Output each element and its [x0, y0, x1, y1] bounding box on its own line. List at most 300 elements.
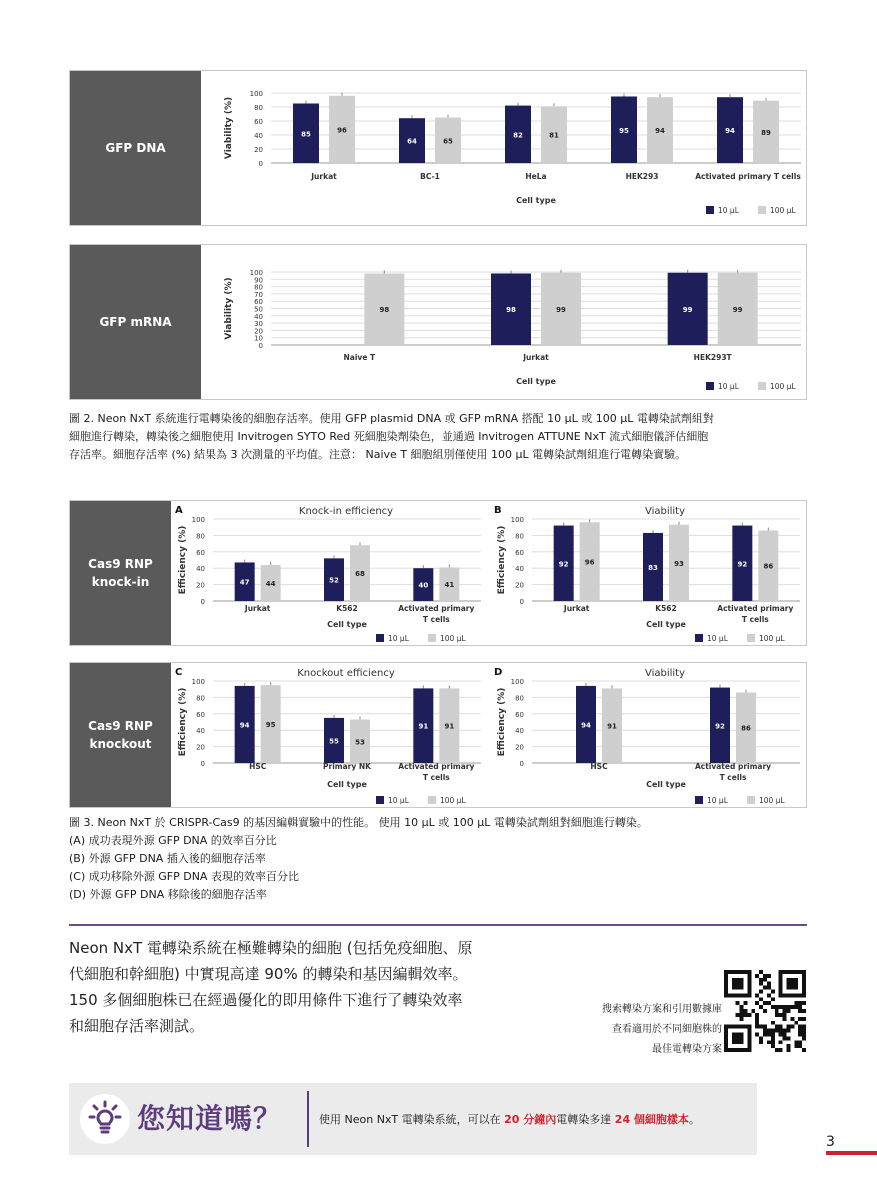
- category-label: Activated primary T cells: [695, 172, 801, 181]
- qr-module: [775, 1048, 779, 1052]
- category-label: HEK293: [625, 172, 659, 181]
- category-label: T cells: [422, 773, 450, 782]
- qr-module: [767, 986, 771, 990]
- y-tick-label: 80: [515, 694, 524, 703]
- page-number: 3: [826, 1134, 835, 1150]
- promo-line: Neon NxT 電轉染系統在極難轉染的細胞 (包括免疫細胞、原: [69, 939, 473, 957]
- qr-module: [740, 1005, 744, 1009]
- qr-module: [783, 1009, 787, 1013]
- qr-module: [798, 1005, 802, 1009]
- y-tick-label: 100: [249, 90, 263, 98]
- qr-module: [802, 1009, 806, 1013]
- qr-module: [794, 1044, 798, 1048]
- category-label: T cells: [719, 773, 747, 782]
- y-tick-label: 10: [254, 334, 263, 343]
- data-label: 99: [682, 305, 693, 314]
- qr-module: [736, 1013, 740, 1017]
- data-label: 94: [581, 721, 591, 730]
- data-label: 82: [513, 131, 523, 140]
- caption-line: 細胞進行轉染，轉染後之細胞使用 Invitrogen SYTO Red 死細胞染劑染色，並通過 Invitrogen ATTUNE NxT 流式細胞儀評估細胞: [69, 430, 709, 443]
- qr-module: [740, 1017, 744, 1021]
- banner-highlight-time: 20 分鐘內: [504, 1113, 557, 1126]
- data-label: 89: [761, 128, 771, 137]
- qr-module: [783, 1013, 787, 1017]
- qr-module: [775, 1029, 779, 1033]
- y-tick-label: 0: [200, 598, 205, 606]
- legend-swatch-100ul: [758, 206, 766, 214]
- y-axis-label: Efficiency (%): [497, 687, 507, 757]
- qr-module: [779, 1025, 783, 1029]
- qr-module: [779, 1029, 783, 1033]
- cas9-knockin-panel: [69, 500, 807, 646]
- qr-module: [779, 1005, 783, 1009]
- data-label: 52: [329, 576, 339, 585]
- qr-module: [763, 978, 767, 982]
- y-axis-label: Efficiency (%): [497, 525, 507, 595]
- caption-item: (D) 外源 GFP DNA 移除後的細胞存活率: [69, 888, 267, 901]
- chart-gfp-mrna: [201, 245, 807, 399]
- qr-module: [783, 1036, 787, 1040]
- panel-label-gfp-dna: GFP DNA: [70, 71, 201, 225]
- cas9-knockout-panel: [69, 662, 807, 808]
- qr-module: [763, 986, 767, 990]
- y-tick-label: 40: [254, 312, 263, 321]
- qr-description: [602, 1000, 722, 1060]
- qr-module: [794, 1005, 798, 1009]
- qr-module: [798, 1017, 802, 1021]
- y-tick-label: 60: [196, 548, 205, 557]
- legend-label: 100 µL: [770, 382, 796, 391]
- qr-module: [790, 1005, 794, 1009]
- section-divider: [69, 924, 807, 926]
- gfp-mrna-panel: [69, 244, 807, 400]
- qr-module: [767, 1029, 771, 1033]
- qr-module: [759, 990, 763, 994]
- qr-module: [771, 990, 775, 994]
- y-tick-label: 20: [196, 743, 205, 752]
- qr-module: [802, 1032, 806, 1036]
- y-axis-label: Viability (%): [224, 96, 234, 160]
- caption-line: 圖 2. Neon NxT 系統進行電轉染後的細胞存活率。使用 GFP plasmid DNA 或 GFP mRNA 搭配 10 µL 或 100 µL 電轉染試劑組對: [69, 412, 714, 425]
- page-number-bar: [826, 1151, 877, 1155]
- figure-3-caption: [69, 814, 809, 904]
- promo-text: [69, 935, 539, 1039]
- y-tick-label: 60: [254, 298, 263, 307]
- y-tick-label: 20: [196, 581, 205, 590]
- qr-module: [786, 1005, 790, 1009]
- qr-module: [802, 1017, 806, 1021]
- y-tick-label: 40: [515, 565, 524, 574]
- qr-module: [786, 1048, 790, 1052]
- caption-item: (B) 外源 GFP DNA 插入後的細胞存活率: [69, 852, 266, 865]
- qr-module: [759, 1005, 763, 1009]
- qr-module: [771, 1044, 775, 1048]
- data-label: 96: [337, 126, 347, 135]
- banner-text-part: 。: [688, 1113, 700, 1126]
- qr-module: [763, 1001, 767, 1005]
- data-label: 99: [732, 305, 743, 314]
- data-label: 40: [418, 581, 429, 590]
- panel-letter: C: [175, 667, 183, 678]
- qr-module: [775, 1005, 779, 1009]
- category-label: Activated primary: [398, 604, 475, 613]
- qr-module: [794, 1040, 798, 1044]
- qr-line: 最佳電轉染方案: [652, 1044, 722, 1055]
- qr-module: [767, 993, 771, 997]
- y-tick-label: 30: [254, 320, 263, 329]
- qr-module: [740, 1013, 744, 1017]
- category-label: HEK293T: [693, 353, 732, 362]
- category-label: Jurkat: [311, 172, 337, 181]
- y-tick-label: 40: [196, 727, 205, 736]
- qr-module: [767, 1032, 771, 1036]
- qr-module: [786, 1036, 790, 1040]
- promo-line: 代細胞和幹細胞) 中實現高達 90% 的轉染和基因編輯效率。: [69, 965, 468, 983]
- qr-module: [786, 1029, 790, 1033]
- qr-module: [759, 1036, 763, 1040]
- caption-title: 圖 3. Neon NxT 於 CRISPR-Cas9 的基因編輯實驗中的性能。 使用 10 µL 或 100 µL 電轉染試劑組對細胞進行轉染。: [69, 816, 648, 829]
- qr-module: [798, 1040, 802, 1044]
- legend-label: 10 µL: [388, 796, 409, 805]
- legend-label: 100 µL: [759, 796, 785, 805]
- qr-finder-core: [732, 1032, 744, 1044]
- caption-item: (A) 成功表現外源 GFP DNA 的效率百分比: [69, 834, 277, 847]
- x-axis-label: Cell type: [327, 780, 367, 789]
- qr-line: 搜索轉染方案和引用數據庫: [602, 1004, 722, 1015]
- category-label: HeLa: [525, 172, 547, 181]
- qr-module: [783, 1005, 787, 1009]
- qr-module: [759, 978, 763, 982]
- y-tick-label: 100: [510, 516, 524, 524]
- qr-module: [771, 1036, 775, 1040]
- data-label: 53: [355, 738, 365, 747]
- y-tick-label: 100: [249, 269, 263, 277]
- panel-label-gfp-mrna: GFP mRNA: [70, 245, 201, 399]
- promo-line: 和細胞存活率測試。: [69, 1017, 205, 1035]
- qr-module: [798, 1009, 802, 1013]
- data-label: 41: [444, 581, 455, 590]
- data-label: 96: [584, 558, 595, 567]
- qr-module: [771, 1029, 775, 1033]
- qr-module: [759, 982, 763, 986]
- qr-module: [767, 1001, 771, 1005]
- qr-module: [767, 982, 771, 986]
- banner-text-part: 電轉染多達: [556, 1113, 615, 1126]
- data-label: 95: [619, 126, 629, 135]
- data-label: 86: [741, 724, 751, 733]
- chart-title: Knock-in efficiency: [298, 506, 394, 517]
- qr-module: [771, 1032, 775, 1036]
- qr-module: [767, 1040, 771, 1044]
- data-label: 92: [737, 560, 748, 569]
- y-tick-label: 80: [254, 283, 263, 292]
- category-label: Activated primary: [694, 762, 772, 771]
- data-label: 81: [549, 131, 559, 140]
- y-tick-label: 0: [200, 760, 205, 768]
- y-tick-label: 60: [515, 710, 524, 719]
- qr-module: [755, 1001, 759, 1005]
- qr-finder-core: [786, 978, 798, 990]
- y-tick-label: 100: [191, 516, 205, 524]
- chart-title: Viability: [644, 506, 686, 517]
- legend-label: 10 µL: [718, 206, 739, 215]
- data-label: 98: [506, 306, 516, 315]
- category-label: T cells: [741, 615, 769, 624]
- y-axis-label: Efficiency (%): [178, 525, 188, 595]
- legend-swatch-100ul: [428, 634, 436, 642]
- qr-module: [755, 1021, 759, 1025]
- qr-module: [798, 1029, 802, 1033]
- legend-swatch-10ul: [695, 796, 703, 804]
- qr-module: [755, 993, 759, 997]
- data-label: 98: [379, 306, 390, 315]
- y-tick-label: 40: [254, 132, 263, 140]
- legend-swatch-10ul: [695, 634, 703, 642]
- qr-module: [775, 1013, 779, 1017]
- data-label: 91: [607, 722, 617, 731]
- qr-module: [771, 1040, 775, 1044]
- qr-module: [763, 1029, 767, 1033]
- data-label: 93: [674, 559, 684, 568]
- data-label: 86: [763, 562, 774, 571]
- legend-label: 10 µL: [707, 796, 728, 805]
- y-tick-label: 0: [519, 598, 524, 606]
- category-label: Jurkat: [244, 604, 271, 613]
- y-tick-label: 80: [515, 532, 524, 541]
- promo-line: 150 多個細胞株已在經過優化的即用條件下進行了轉染效率: [69, 991, 463, 1009]
- panel-letter: B: [494, 505, 502, 516]
- legend-swatch-100ul: [758, 382, 766, 390]
- qr-line: 查看適用於不同細胞株的: [612, 1024, 722, 1035]
- qr-module: [783, 1017, 787, 1021]
- qr-module: [767, 974, 771, 978]
- data-label: 44: [265, 579, 276, 588]
- qr-module: [744, 1009, 748, 1013]
- qr-module: [759, 997, 763, 1001]
- qr-module: [794, 1001, 798, 1005]
- y-tick-label: 40: [196, 565, 205, 574]
- data-label: 91: [444, 722, 455, 731]
- qr-module: [802, 1036, 806, 1040]
- y-tick-label: 80: [196, 694, 205, 703]
- y-tick-label: 0: [258, 160, 263, 168]
- panel-label-knockin: Cas9 RNP knock-in: [70, 501, 171, 645]
- data-label: 95: [265, 721, 276, 730]
- gfp-dna-panel: [69, 70, 807, 226]
- chart-gfp-dna: [201, 71, 807, 225]
- legend-swatch-10ul: [706, 382, 714, 390]
- chart-title: Knockout efficiency: [297, 668, 395, 679]
- legend-swatch-10ul: [376, 634, 384, 642]
- lightbulb-icon: [79, 1093, 131, 1145]
- did-you-know-banner: [69, 1083, 757, 1155]
- qr-module: [802, 1048, 806, 1052]
- data-label: 68: [355, 570, 365, 579]
- data-label: 92: [558, 560, 569, 569]
- legend-label: 100 µL: [440, 634, 466, 643]
- panel-letter: A: [175, 505, 183, 516]
- qr-module: [759, 970, 763, 974]
- qr-finder-core: [732, 978, 744, 990]
- y-tick-label: 50: [254, 305, 263, 314]
- qr-code-icon[interactable]: [722, 970, 808, 1052]
- qr-module: [783, 1032, 787, 1036]
- y-tick-label: 20: [254, 327, 263, 336]
- data-label: 94: [725, 127, 735, 136]
- qr-module: [790, 1025, 794, 1029]
- qr-module: [744, 1001, 748, 1005]
- qr-module: [763, 1009, 767, 1013]
- qr-module: [802, 1029, 806, 1033]
- data-label: 64: [407, 137, 417, 146]
- qr-module: [798, 1044, 802, 1048]
- legend-swatch-10ul: [376, 796, 384, 804]
- qr-module: [740, 1009, 744, 1013]
- y-tick-label: 100: [510, 678, 524, 686]
- qr-module: [783, 1029, 787, 1033]
- data-label: 65: [443, 137, 453, 146]
- qr-module: [755, 1032, 759, 1036]
- qr-module: [794, 1021, 798, 1025]
- qr-module: [755, 1013, 759, 1017]
- chart-d-viability: [490, 663, 806, 807]
- qr-module: [744, 1013, 748, 1017]
- category-label: Primary NK: [323, 762, 371, 771]
- x-axis-label: Cell type: [646, 620, 686, 629]
- qr-module: [755, 1025, 759, 1029]
- data-label: 94: [655, 127, 665, 136]
- qr-module: [779, 1013, 783, 1017]
- qr-module: [798, 1001, 802, 1005]
- qr-module: [771, 1005, 775, 1009]
- category-label: K562: [655, 604, 677, 613]
- qr-module: [790, 1017, 794, 1021]
- y-tick-label: 20: [254, 146, 263, 154]
- y-tick-label: 0: [519, 760, 524, 768]
- y-tick-label: 0: [258, 342, 263, 350]
- x-axis-label: Cell type: [516, 377, 556, 386]
- data-label: 91: [418, 722, 429, 731]
- category-label: Jurkat: [523, 353, 549, 362]
- qr-module: [775, 1025, 779, 1029]
- banner-text: [319, 1111, 700, 1127]
- qr-module: [755, 1017, 759, 1021]
- y-tick-label: 70: [254, 290, 263, 299]
- data-label: 55: [329, 737, 339, 746]
- category-label: K562: [336, 604, 358, 613]
- x-axis-label: Cell type: [516, 196, 556, 205]
- banner-separator: [307, 1091, 309, 1147]
- qr-module: [751, 1009, 755, 1013]
- qr-module: [771, 1021, 775, 1025]
- banner-highlight-samples: 24 個細胞樣本: [614, 1113, 689, 1126]
- y-tick-label: 20: [515, 581, 524, 590]
- qr-module: [763, 1025, 767, 1029]
- qr-module: [759, 1040, 763, 1044]
- chart-c-knockout-efficiency: [171, 663, 489, 807]
- qr-module: [759, 1025, 763, 1029]
- qr-module: [786, 1025, 790, 1029]
- legend-label: 100 µL: [759, 634, 785, 643]
- legend-label: 10 µL: [707, 634, 728, 643]
- legend-label: 10 µL: [388, 634, 409, 643]
- y-tick-label: 80: [254, 104, 263, 112]
- legend-swatch-100ul: [747, 634, 755, 642]
- banner-title: 您知道嗎？: [137, 1102, 283, 1135]
- qr-module: [779, 1048, 783, 1052]
- banner-text-part: 使用 Neon NxT 電轉染系統，可以在: [319, 1113, 505, 1126]
- qr-module: [755, 974, 759, 978]
- panel-letter: D: [494, 667, 503, 678]
- qr-module: [786, 1009, 790, 1013]
- qr-module: [763, 1032, 767, 1036]
- x-axis-label: Cell type: [327, 620, 367, 629]
- category-label: BC-1: [420, 172, 440, 181]
- legend-label: 100 µL: [440, 796, 466, 805]
- qr-module: [775, 1009, 779, 1013]
- category-label: T cells: [422, 615, 450, 624]
- data-label: 85: [301, 130, 311, 139]
- y-tick-label: 60: [515, 548, 524, 557]
- data-label: 99: [556, 305, 566, 314]
- y-tick-label: 60: [254, 118, 263, 126]
- qr-module: [779, 1032, 783, 1036]
- qr-module: [779, 1040, 783, 1044]
- category-label: HSC: [590, 762, 608, 771]
- data-label: 94: [239, 721, 250, 730]
- qr-module: [802, 1001, 806, 1005]
- chart-b-viability: [490, 501, 806, 645]
- category-label: Naive T: [343, 353, 376, 362]
- category-label: HSC: [249, 762, 267, 771]
- caption-line: 存活率。細胞存活率 (%) 結果為 3 次測量的平均值。注意： Naive T 細胞組別僅使用 100 µL 電轉染試劑組進行電轉染實驗。: [69, 448, 687, 461]
- y-axis-label: Viability (%): [224, 277, 234, 340]
- legend-label: 10 µL: [718, 382, 739, 391]
- legend-swatch-100ul: [747, 796, 755, 804]
- y-tick-label: 40: [515, 727, 524, 736]
- qr-module: [798, 1025, 802, 1029]
- data-label: 47: [239, 578, 250, 587]
- qr-module: [798, 1032, 802, 1036]
- figure-2-caption: [69, 410, 809, 464]
- y-tick-label: 60: [196, 710, 205, 719]
- y-tick-label: 20: [515, 743, 524, 752]
- legend-swatch-10ul: [706, 206, 714, 214]
- legend-swatch-100ul: [428, 796, 436, 804]
- y-tick-label: 90: [254, 276, 263, 285]
- qr-module: [786, 1044, 790, 1048]
- qr-module: [802, 1025, 806, 1029]
- y-axis-label: Efficiency (%): [178, 687, 188, 757]
- qr-module: [736, 1001, 740, 1005]
- y-tick-label: 100: [191, 678, 205, 686]
- data-label: 83: [648, 563, 658, 572]
- qr-module: [771, 997, 775, 1001]
- qr-module: [763, 974, 767, 978]
- legend-label: 100 µL: [770, 206, 796, 215]
- chart-a-knockin-efficiency: [171, 501, 489, 645]
- category-label: Activated primary: [717, 604, 794, 613]
- x-axis-label: Cell type: [646, 780, 686, 789]
- category-label: Activated primary: [398, 762, 475, 771]
- data-label: 92: [715, 722, 725, 731]
- qr-module: [747, 1013, 751, 1017]
- caption-item: (C) 成功移除外源 GFP DNA 表現的效率百分比: [69, 870, 299, 883]
- y-tick-label: 80: [196, 532, 205, 541]
- chart-title: Viability: [644, 668, 686, 679]
- category-label: Jurkat: [563, 604, 590, 613]
- panel-label-knockout: Cas9 RNP knockout: [70, 663, 171, 807]
